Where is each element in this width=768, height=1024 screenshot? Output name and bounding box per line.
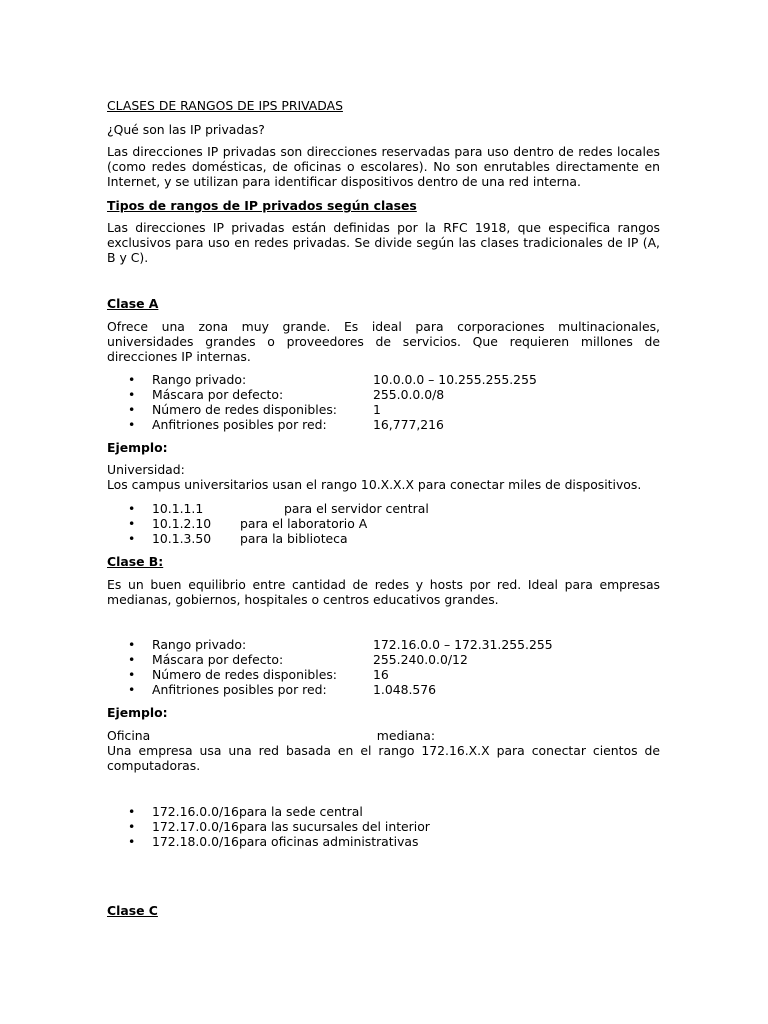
list-item: • 10.1.1.1 para el servidor central — [107, 501, 660, 516]
list-item: • 172.18.0.0/16para oficinas administrativas — [107, 834, 660, 849]
list-item: • Anfitriones posibles por red: 1.048.576 — [107, 682, 660, 697]
clase-a-heading: Clase A — [107, 296, 159, 311]
clase-b-specs — [107, 637, 660, 697]
list-item: • 10.1.2.10 para el laboratorio A — [107, 516, 660, 531]
clase-a-example-title: Universidad: — [107, 462, 185, 477]
question-line: ¿Qué son las IP privadas? — [107, 122, 265, 137]
clase-a-example-text: Los campus universitarios usan el rango 10.X.X.X para conectar miles de dispositivos. — [107, 477, 642, 492]
clase-b-example-title: Oficina mediana: — [107, 728, 435, 743]
clase-a-specs — [107, 372, 660, 432]
list-item: • Número de redes disponibles: 16 — [107, 667, 660, 682]
list-item: • Máscara por defecto: 255.240.0.0/12 — [107, 652, 660, 667]
document-title: CLASES DE RANGOS DE IPS PRIVADAS — [107, 98, 343, 113]
list-item: • Máscara por defecto: 255.0.0.0/8 — [107, 387, 660, 402]
clase-b-heading: Clase B: — [107, 554, 164, 569]
clase-a-description: Ofrece una zona muy grande. Es ideal para corporaciones multinacionales, universidades grandes o proveedores de servicios. Que requieren millones de direcciones IP internas. — [107, 319, 660, 364]
clase-b-description: Es un buen equilibrio entre cantidad de redes y hosts por red. Ideal para empresas medianas, gobiernos, hospitales o centros educativos grandes. — [107, 577, 660, 607]
list-item: • 172.17.0.0/16para las sucursales del interior — [107, 819, 660, 834]
list-item: • Número de redes disponibles: 1 — [107, 402, 660, 417]
list-item: • 172.16.0.0/16para la sede central — [107, 804, 660, 819]
clase-a-ejemplo-label: Ejemplo: — [107, 440, 168, 455]
intro-paragraph: Las direcciones IP privadas son direcciones reservadas para uso dentro de redes locales (como redes domésticas, de oficinas o escolares). No son enrutables directamente en Internet, y se utilizan para identificar dispositivos dentro de una red interna. — [107, 144, 660, 189]
clase-a-examples — [107, 501, 660, 546]
clase-b-ejemplo-label: Ejemplo: — [107, 705, 168, 720]
clase-c-heading: Clase C — [107, 903, 158, 918]
tipos-heading: Tipos de rangos de IP privados según clases — [107, 198, 417, 213]
clase-b-examples — [107, 804, 660, 849]
list-item: • Rango privado: 172.16.0.0 – 172.31.255.255 — [107, 637, 660, 652]
list-item: • Rango privado: 10.0.0.0 – 10.255.255.255 — [107, 372, 660, 387]
list-item: • Anfitriones posibles por red: 16,777,216 — [107, 417, 660, 432]
list-item: • 10.1.3.50 para la biblioteca — [107, 531, 660, 546]
tipos-paragraph: Las direcciones IP privadas están definidas por la RFC 1918, que especifica rangos exclusivos para uso en redes privadas. Se divide según las clases tradicionales de IP (A, B y C). — [107, 220, 660, 265]
clase-b-example-text: Una empresa usa una red basada en el rango 172.16.X.X para conectar cientos de computadoras. — [107, 743, 660, 773]
